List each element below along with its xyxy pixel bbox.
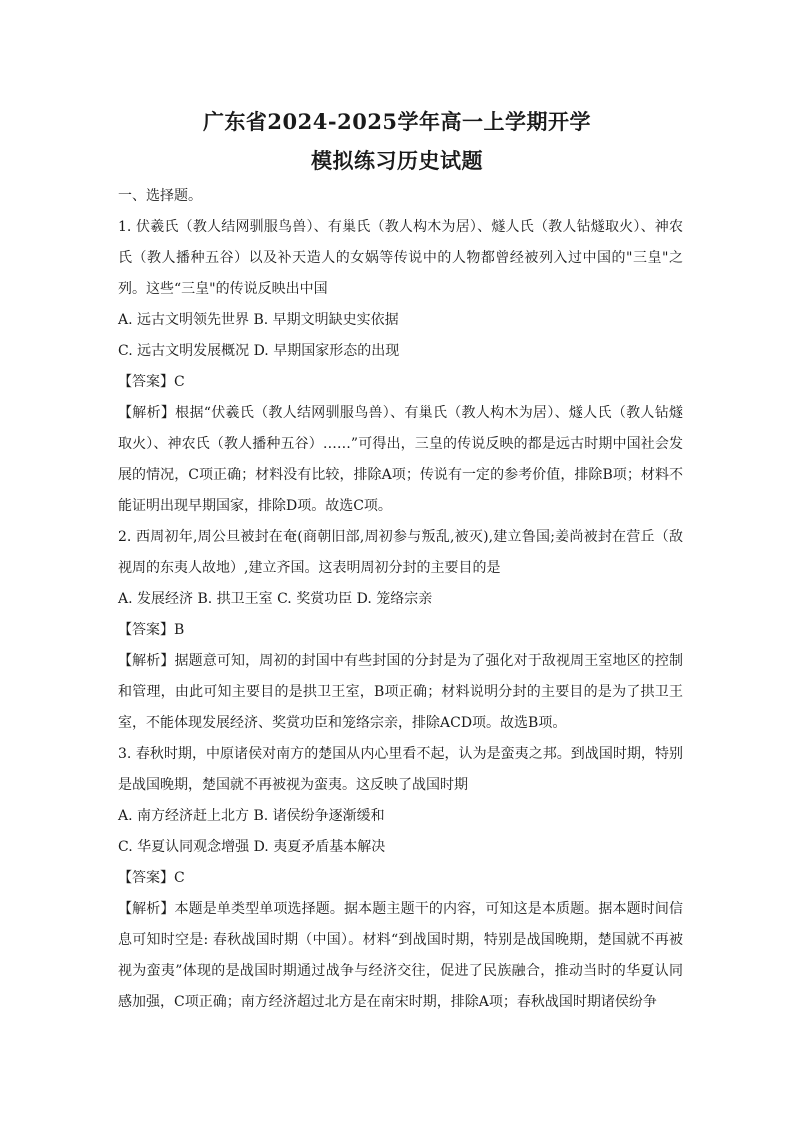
question-1-options-row2: C. 远古文明发展概况 D. 早期国家形态的出现 [118,343,400,359]
section-heading: 一、选择题。 [118,188,202,204]
question-3-options-row2: C. 华夏认同观念增强 D. 夷夏矛盾基本解决 [118,839,386,855]
question-2-options-row1: A. 发展经济 B. 拱卫王室 C. 奖赏功臣 D. 笼络宗亲 [118,591,433,607]
question-1-answer: 【答案】C [118,374,185,390]
document-title-line1: 广东省2024-2025学年高一上学期开学 [202,109,592,134]
question-2-analysis: 【解析】据题意可知，周初的封国中有些封国的分封是为了强化对于敌视周王室地区的控制和管理，由此可知主要目的是拱卫王室，B项正确；材料说明分封的主要目的是为了拱卫王室，不能体现发展经济、奖赏功臣和笼络宗亲，排除ACD项。故选B项。 [118,653,683,731]
question-3-answer: 【答案】C [118,870,185,886]
question-2-stem: 2. 西周初年,周公旦被封在奄(商朝旧部,周初参与叛乱,被灭),建立鲁国;姜尚被封在营丘（敌视周的东夷人故地）,建立齐国。这表明周初分封的主要目的是 [118,529,683,576]
document-title-line2: 模拟练习历史试题 [311,148,483,173]
question-3-options-row1: A. 南方经济赶上北方 B. 诸侯纷争逐渐缓和 [118,808,385,824]
question-1-stem: 1. 伏羲氏（教人结网驯服鸟兽）、有巢氏（教人构木为居）、燧人氏（教人钻燧取火）、神农氏（教人播种五谷）以及补天造人的女娲等传说中的人物都曾经被列入过中国的"三皇"之列。这些“三皇"的传说反映出中国 [118,219,683,297]
question-3-analysis: 【解析】本题是单类型单项选择题。据本题主题干的内容，可知这是本质题。据本题时间信息可知时空是: 春秋战国时期（中国）。材料“到战国时期，特别是战国晚期，楚国就不再被视为蛮夷”体现的是战国时期通过战争与经济交往，促进了民族融合，推动当时的华夏认同感加强，C项正确；南方经济超过北方是在南宋时期，排除A项；春秋战国时期诸侯纷争 [118,901,683,1010]
question-3-stem: 3. 春秋时期，中原诸侯对南方的楚国从内心里看不起，认为是蛮夷之邦。到战国时期，特别是战国晚期，楚国就不再被视为蛮夷。这反映了战国时期 [118,746,683,793]
question-1-analysis: 【解析】根据“伏羲氏（教人结网驯服鸟兽）、有巢氏（教人构木为居）、燧人氏（教人钻燧取火）、神农氏（教人播种五谷）……”可得出，三皇的传说反映的都是远古时期中国社会发展的情况，C项正确；材料没有比较，排除A项；传说有一定的参考价值，排除B项；材料不能证明出现早期国家，排除D项。故选C项。 [118,405,683,514]
question-1-options-row1: A. 远古文明领先世界 B. 早期文明缺史实依据 [118,312,399,328]
document-body [118,181,683,1018]
question-2-answer: 【答案】B [118,622,185,638]
